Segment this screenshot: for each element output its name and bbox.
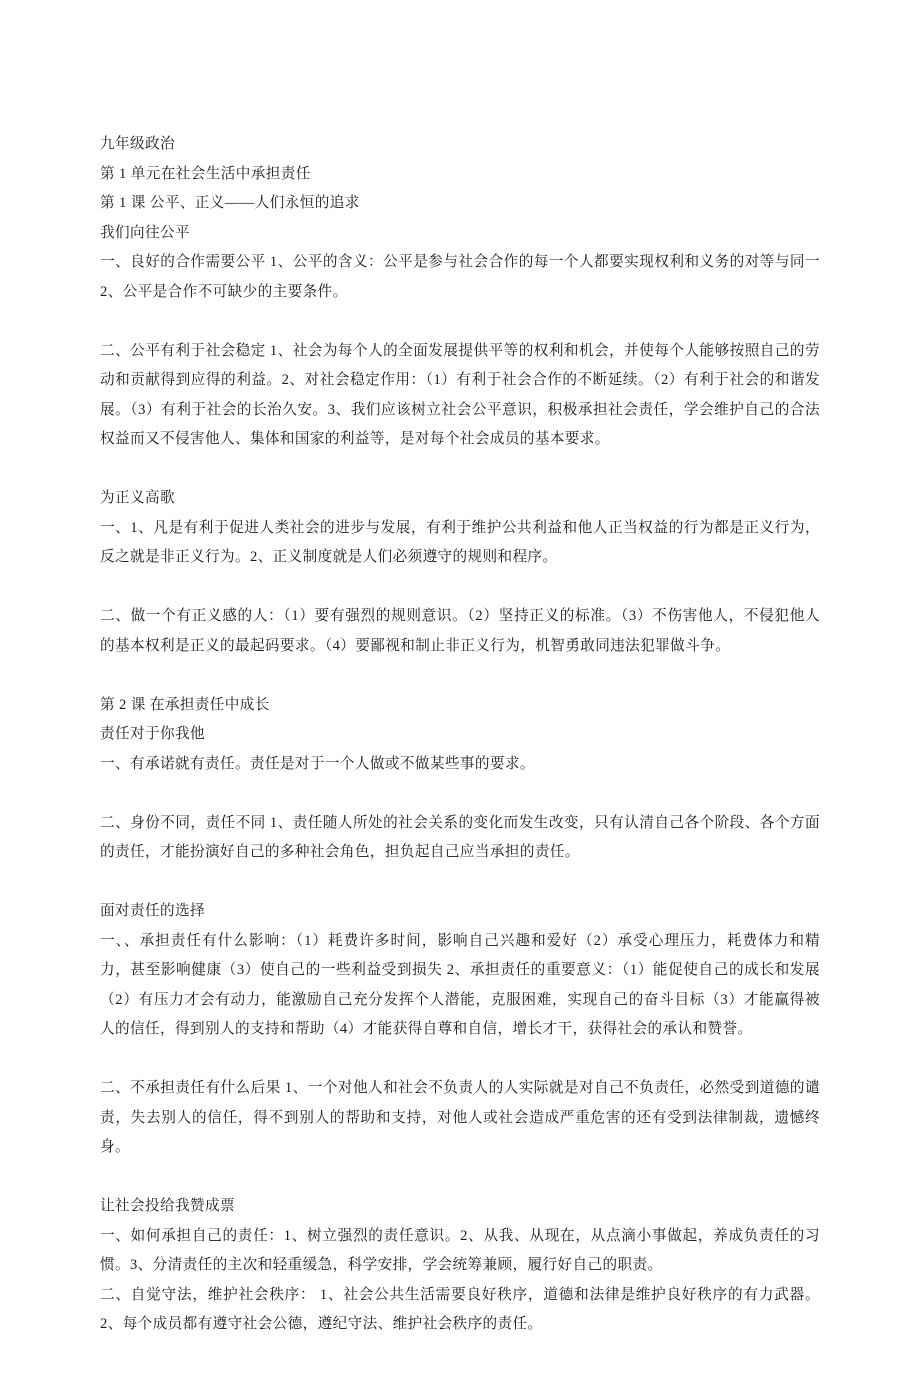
- blank-line: [100, 1163, 820, 1193]
- blank-line: [100, 661, 820, 691]
- paragraph: 一、如何承担自己的责任：1、树立强烈的责任意识。2、从我、从现在，从点滴小事做起，养成负责任的习惯。3、分清责任的主次和轻重缓急，科学安排，学会统筹兼顾，履行好自己的职责。: [100, 1227, 820, 1273]
- blank-line: [100, 779, 820, 809]
- paragraph: 让社会投给我赞成票: [100, 1198, 235, 1214]
- paragraph: 为正义高歌: [100, 490, 175, 506]
- blank-line: [100, 868, 820, 898]
- paragraph: 九年级政治: [100, 136, 175, 152]
- paragraph: 二、做一个有正义感的人：（1）要有强烈的规则意识。（2）坚持正义的标准。（3）不伤害他人，不侵犯他人的基本权利是正义的最起码要求。（4）要鄙视和制止非正义行为，机智勇敢同违法犯罪做斗争。: [100, 608, 820, 654]
- paragraph: 二、不承担责任有什么后果 1、一个对他人和社会不负责人的人实际就是对自己不负责任，必然受到道德的谴责，失去别人的信任，得不到别人的帮助和支持，对他人或社会造成严重危害的还有受到法律制裁，遗憾终身。: [100, 1080, 820, 1155]
- paragraph: 面对责任的选择: [100, 903, 205, 919]
- paragraph: 二、公平有利于社会稳定 1、社会为每个人的全面发展提供平等的权利和机会，并使每个人能够按照自己的劳动和贡献得到应得的利益。2、对社会稳定作用：（1）有利于社会合作的不断延续。（2）有利于社会的和谐发展。（3）有利于社会的长治久安。3、我们应该树立社会公平意识，积极承担社会责任，学会维护自己的合法权益而又不侵害他人、集体和国家的利益等，是对每个社会成员的基本要求。: [100, 342, 820, 447]
- paragraph: 二、身份不同，责任不同 1、责任随人所处的社会关系的变化而发生改变，只有认清自己各个阶段、各个方面的责任，才能扮演好自己的多种社会角色，担负起自己应当承担的责任。: [100, 814, 820, 860]
- blank-line: [100, 573, 820, 603]
- blank-line: [100, 1045, 820, 1075]
- paragraph: 一、良好的合作需要公平 1、公平的含义：公平是参与社会合作的每一个人都要实现权利和义务的对等与同一 2、公平是合作不可缺少的主要条件。: [100, 254, 820, 300]
- blank-line: [100, 307, 820, 337]
- paragraph: 我们向往公平: [100, 224, 190, 241]
- paragraph: 第 1 单元在社会生活中承担责任: [100, 165, 311, 182]
- paragraph: 二、自觉守法，维护社会秩序： 1、社会公共生活需要良好秩序，道德和法律是维护良好秩序的有力武器。2、每个成员都有遵守社会公德，遵纪守法、维护社会秩序的责任。: [100, 1286, 820, 1332]
- paragraph: 一、、承担责任有什么影响：（1）耗费许多时间，影响自己兴趣和爱好（2）承受心理压力，耗费体力和精力，甚至影响健康（3）使自己的一些利益受到损失 2、承担责任的重要意义：（1）能促使自己的成长和发展（2）有压力才会有动力，能激励自己充分发挥个人潜能，克服困难，实现自己的奋斗目标（3）才能赢得被人的信任，得到别人的支持和帮助（4）才能获得自尊和自信，增长才干，获得社会的承认和赞誉。: [100, 932, 820, 1037]
- paragraph: 第 1 课 公平、正义——人们永恒的追求: [100, 195, 360, 211]
- blank-line: [100, 455, 820, 485]
- paragraph: 一、1、凡是有利于促进人类社会的进步与发展，有利于维护公共利益和他人正当权益的行为都是正义行为，反之就是非正义行为。2、正义制度就是人们必须遵守的规则和程序。: [100, 519, 820, 565]
- paragraph: 第 2 课 在承担责任中成长: [100, 696, 270, 713]
- paragraph: 一、有承诺就有责任。责任是对于一个人做或不做某些事的要求。: [100, 755, 535, 772]
- paragraph: 责任对于你我他: [100, 726, 205, 742]
